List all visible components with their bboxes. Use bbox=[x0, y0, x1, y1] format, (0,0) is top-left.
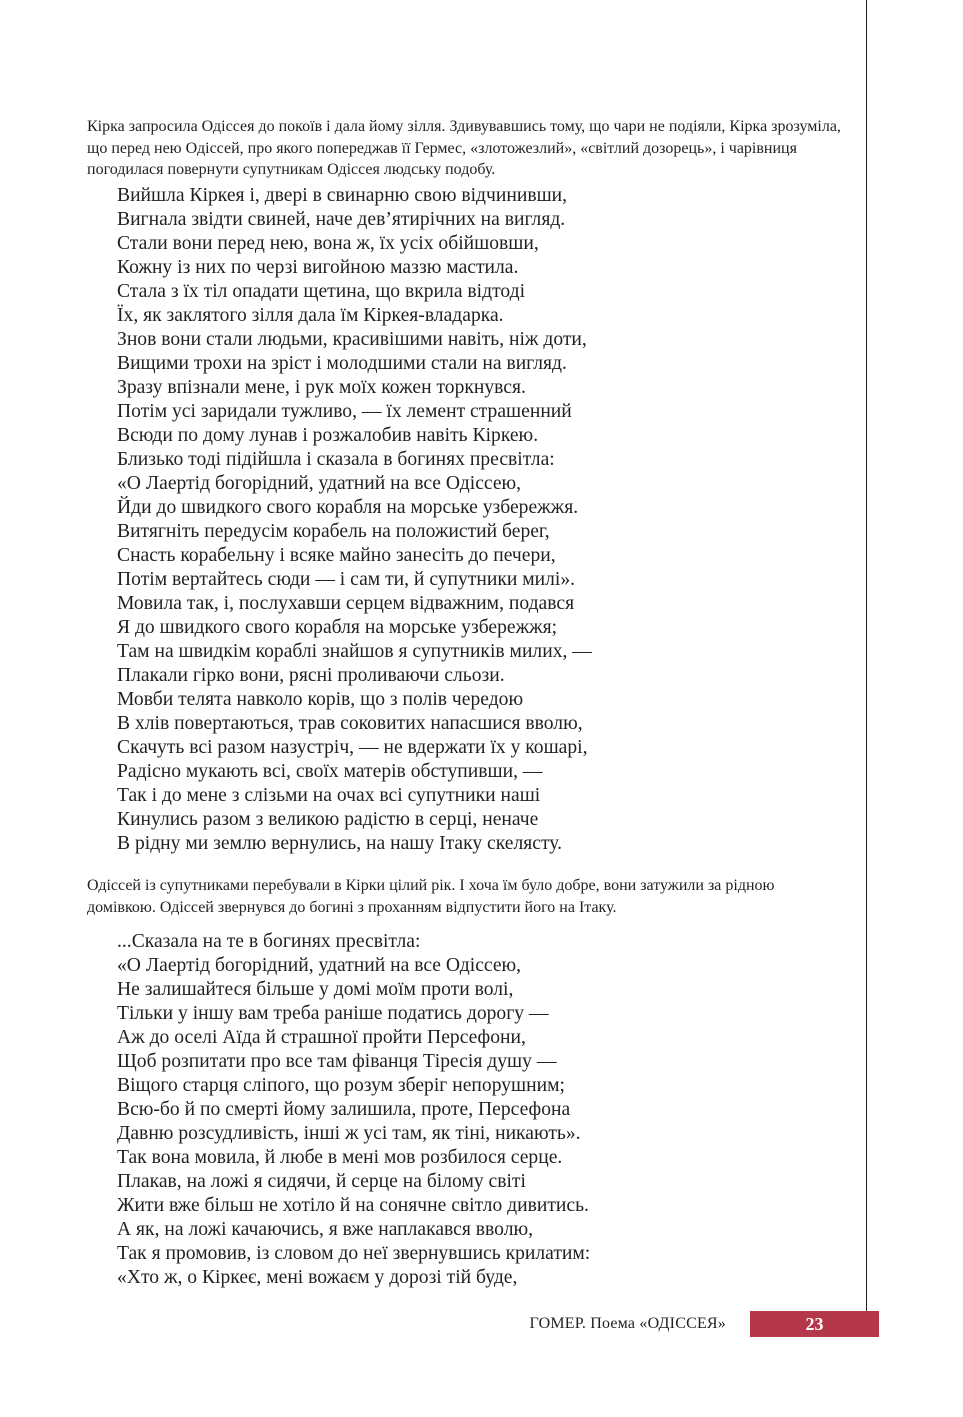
verse-line: Вийшла Кіркея і, двері в свинарню свою відчинивши, bbox=[117, 185, 568, 206]
verse-line: Зразу впізнали мене, і рук моїх кожен торкнувся. bbox=[117, 377, 526, 398]
page-number-box bbox=[750, 1311, 879, 1337]
running-footer-title: ГОМЕР. Поема «ОДІССЕЯ» bbox=[529, 1315, 726, 1332]
verse-line: Так я промовив, із словом до неї звернувшись крилатим: bbox=[117, 1243, 591, 1264]
verse-line: Кожну із них по черзі вигойною маззю мастила. bbox=[117, 257, 519, 278]
verse-line: Тільки у іншу вам треба раніше податись дорогу — bbox=[117, 1003, 549, 1024]
verse-line: Жити вже більш не хотіло й на сонячне світло дивитись. bbox=[117, 1195, 589, 1216]
verse-line: Снасть корабельну і всяке майно занесіть до печери, bbox=[117, 545, 556, 566]
verse-line: Так вона мовила, й любе в мені мов розбилося серце. bbox=[117, 1147, 563, 1168]
verse-line: ...Сказала на те в богинях пресвітла: bbox=[117, 931, 421, 952]
verse-line: Так і до мене з слізьми на очах всі супутники наші bbox=[117, 785, 541, 806]
verse-block-1 bbox=[117, 184, 592, 856]
margin-rule bbox=[866, 0, 867, 1337]
verse-line: Знов вони стали людьми, красивішими навіть, ніж доти, bbox=[117, 329, 587, 350]
verse-line: Я до швидкого свого корабля на морське узбережжя; bbox=[117, 617, 558, 638]
verse-line: Щоб розпитати про все там фіванця Тіресія душу — bbox=[117, 1051, 557, 1072]
verse-line: В хлів повертаються, трав соковитих напасшися вволю, bbox=[117, 713, 583, 734]
verse-line: Потім усі заридали тужливо, — їх лемент страшенний bbox=[117, 401, 572, 422]
verse-line: Витягніть передусім корабель на положистий берег, bbox=[117, 521, 550, 542]
summary-paragraph-1: Кірка запросила Одіссея до покоїв і дала йому зілля. Здивувавшись тому, що чари не подіяли, Кірка зрозуміла, що перед нею Одіссей, про якого попереджав її Гермес, «злотожезлий», «світлий дозорець», і чарівниця погодилася повернути супутникам Одіссея людську подобу. bbox=[87, 118, 841, 178]
verse-block-2 bbox=[117, 930, 590, 1290]
verse-line: Радісно мукають всі, своїх матерів обступивши, — bbox=[117, 761, 543, 782]
verse-line: Стала з їх тіл опадати щетина, що вкрила відтоді bbox=[117, 281, 526, 302]
verse-line: Близько тоді підійшла і сказала в богинях пресвітла: bbox=[117, 449, 555, 470]
verse-line: А як, на ложі качаючись, я вже наплакався вволю, bbox=[117, 1219, 534, 1240]
verse-line: Давню розсудливість, інші ж усі там, як тіні, никають». bbox=[117, 1123, 581, 1144]
verse-line: Віщого старця сліпого, що розум зберіг непорушним; bbox=[117, 1075, 565, 1096]
verse-line: Мовила так, і, послухавши серцем відважним, подався bbox=[117, 593, 575, 614]
verse-line: Вигнала звідти свиней, наче дев’ятирічних на вигляд. bbox=[117, 209, 566, 230]
verse-line: В рідну ми землю вернулись, на нашу Ітаку скелясту. bbox=[117, 833, 562, 854]
verse-line: Всю-бо й по смерті йому залишила, проте, Персефона bbox=[117, 1099, 571, 1120]
verse-line: Їх, як заклятого зілля дала їм Кіркея-владарка. bbox=[117, 305, 504, 326]
verse-line: Вищими трохи на зріст і молодшими стали на вигляд. bbox=[117, 353, 567, 374]
verse-line: Стали вони перед нею, вона ж, їх усіх обійшовши, bbox=[117, 233, 539, 254]
verse-line: Йди до швидкого свого корабля на морське узбережжя. bbox=[117, 497, 579, 518]
verse-line: Мовби телята навколо корів, що з полів чередою bbox=[117, 689, 524, 710]
verse-line: Всюди по дому лунав і розжалобив навіть Кіркею. bbox=[117, 425, 539, 446]
verse-line: «О Лаертід богорідний, удатний на все Одіссею, bbox=[117, 473, 522, 494]
verse-line: Скачуть всі разом назустріч, — не вдержати їх у кошарі, bbox=[117, 737, 588, 758]
verse-line: Не залишайтеся більше у домі моїм проти волі, bbox=[117, 979, 514, 1000]
verse-line: Аж до оселі Аїда й страшної пройти Персефони, bbox=[117, 1027, 526, 1048]
verse-line: Плакали гірко вони, рясні проливаючи сльози. bbox=[117, 665, 505, 686]
verse-line: «Хто ж, о Кіркеє, мені вожаєм у дорозі тій буде, bbox=[117, 1267, 518, 1288]
summary-paragraph-2: Одіссей із супутниками перебували в Кірки цілий рік. І хоча їм було добре, вони затужили за рідною домівкою. Одіссей звернувся до богині з проханням відпустити його на Ітаку. bbox=[87, 877, 775, 916]
verse-line: Потім вертайтесь сюди — і сам ти, й супутники милі». bbox=[117, 569, 576, 590]
verse-line: «О Лаертід богорідний, удатний на все Одіссею, bbox=[117, 955, 522, 976]
verse-line: Плакав, на ложі я сидячи, й серце на білому світі bbox=[117, 1171, 526, 1192]
verse-line: Там на швидкім кораблі знайшов я супутників милих, — bbox=[117, 641, 592, 662]
page-number: 23 bbox=[805, 1313, 824, 1334]
verse-line: Кинулись разом з великою радістю в серці, неначе bbox=[117, 809, 539, 830]
